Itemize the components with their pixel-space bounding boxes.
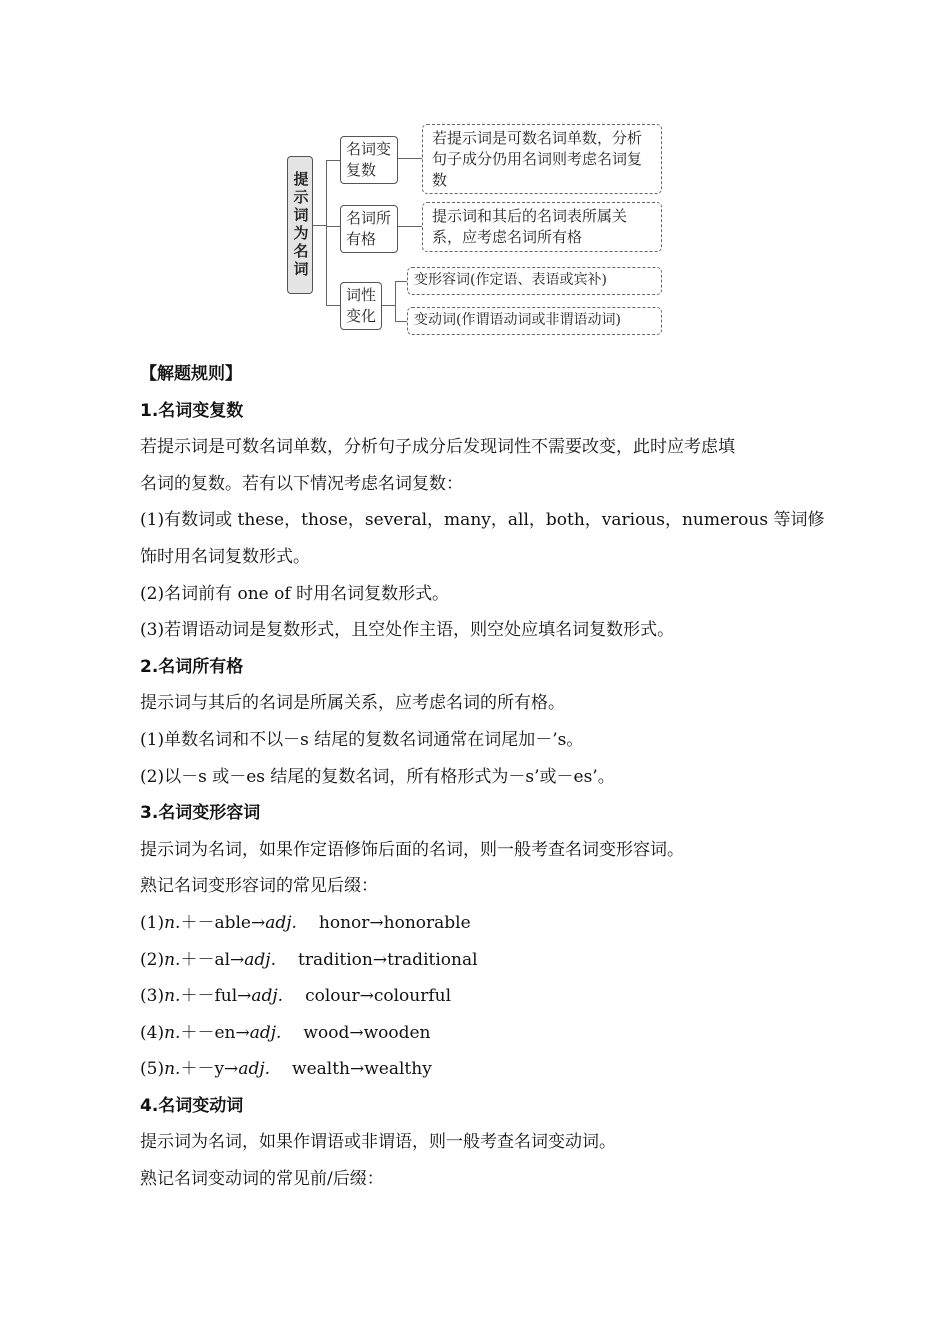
list-item: (3)若谓语动词是复数形式，且空处作主语，则空处应填名词复数形式。 (140, 620, 675, 641)
paragraph: 提示词为名词，如果作谓语或非谓语，则一般考查名词变动词。 (140, 1132, 616, 1153)
section-title-verb: 4.名词变动词 (140, 1095, 244, 1116)
connector (326, 160, 340, 161)
paragraph: 名词的复数。若有以下情况考虑名词复数： (140, 473, 463, 494)
connector (395, 321, 407, 322)
concept-diagram (0, 0, 950, 350)
diagram-root-node: 提示词为名词 (287, 156, 313, 294)
leaf-plural-detail: 若提示词是可数名词单数，分析句子成分仍用名词则考虑名词复数 (422, 124, 662, 194)
connector (326, 305, 340, 306)
connector (313, 225, 327, 226)
connector (398, 158, 422, 159)
leaf-possessive-detail: 提示词和其后的名词表所属关系，应考虑名词所有格 (422, 202, 662, 252)
list-item: (2)名词前有 one of 时用名词复数形式。 (140, 583, 450, 604)
branch-node-possessive: 名词所有格 (340, 205, 398, 253)
suffix-item: (3)n.＋－ful→adj. colour→colourful (140, 986, 452, 1007)
list-item: (1)有数词或 these，those，several，many，all，both，various，numerous 等词修 (140, 510, 825, 531)
section-title-possessive: 2.名词所有格 (140, 656, 244, 677)
paragraph: 熟记名词变动词的常见前/后缀： (140, 1169, 384, 1190)
section-title-plural: 1.名词变复数 (140, 400, 244, 421)
connector (398, 226, 422, 227)
branch-node-pos-change: 词性变化 (340, 282, 382, 330)
leaf-adjective-detail: 变形容词(作定语、表语或宾补) (407, 267, 662, 295)
rules-title: 【解题规则】 (140, 364, 242, 384)
connector (395, 281, 396, 322)
paragraph: 若提示词是可数名词单数，分析句子成分后发现词性不需要改变，此时应考虑填 (140, 437, 735, 458)
connector (395, 281, 407, 282)
paragraph: 提示词为名词，如果作定语修饰后面的名词，则一般考查名词变形容词。 (140, 839, 684, 860)
list-item: (1)单数名词和不以－s 结尾的复数名词通常在词尾加－’s。 (140, 729, 584, 750)
paragraph: 提示词与其后的名词是所属关系，应考虑名词的所有格。 (140, 693, 565, 714)
branch-node-plural: 名词变复数 (340, 136, 398, 184)
list-item: 饰时用名词复数形式。 (140, 546, 310, 567)
leaf-verb-detail: 变动词(作谓语动词或非谓语动词) (407, 307, 662, 335)
suffix-item: (1)n.＋－able→adj. honor→honorable (140, 912, 471, 933)
document-body (140, 356, 825, 1198)
list-item: (2)以－s 或－es 结尾的复数名词，所有格形式为－s’或－es’。 (140, 766, 615, 787)
connector (382, 305, 396, 306)
section-title-adjective: 3.名词变形容词 (140, 803, 261, 824)
connector (326, 160, 327, 306)
suffix-item: (5)n.＋－y→adj. wealth→wealthy (140, 1059, 432, 1080)
paragraph: 熟记名词变形容词的常见后缀： (140, 876, 378, 897)
suffix-item: (2)n.＋－al→adj. tradition→traditional (140, 949, 478, 970)
suffix-item: (4)n.＋－en→adj. wood→wooden (140, 1022, 431, 1043)
connector (326, 226, 340, 227)
